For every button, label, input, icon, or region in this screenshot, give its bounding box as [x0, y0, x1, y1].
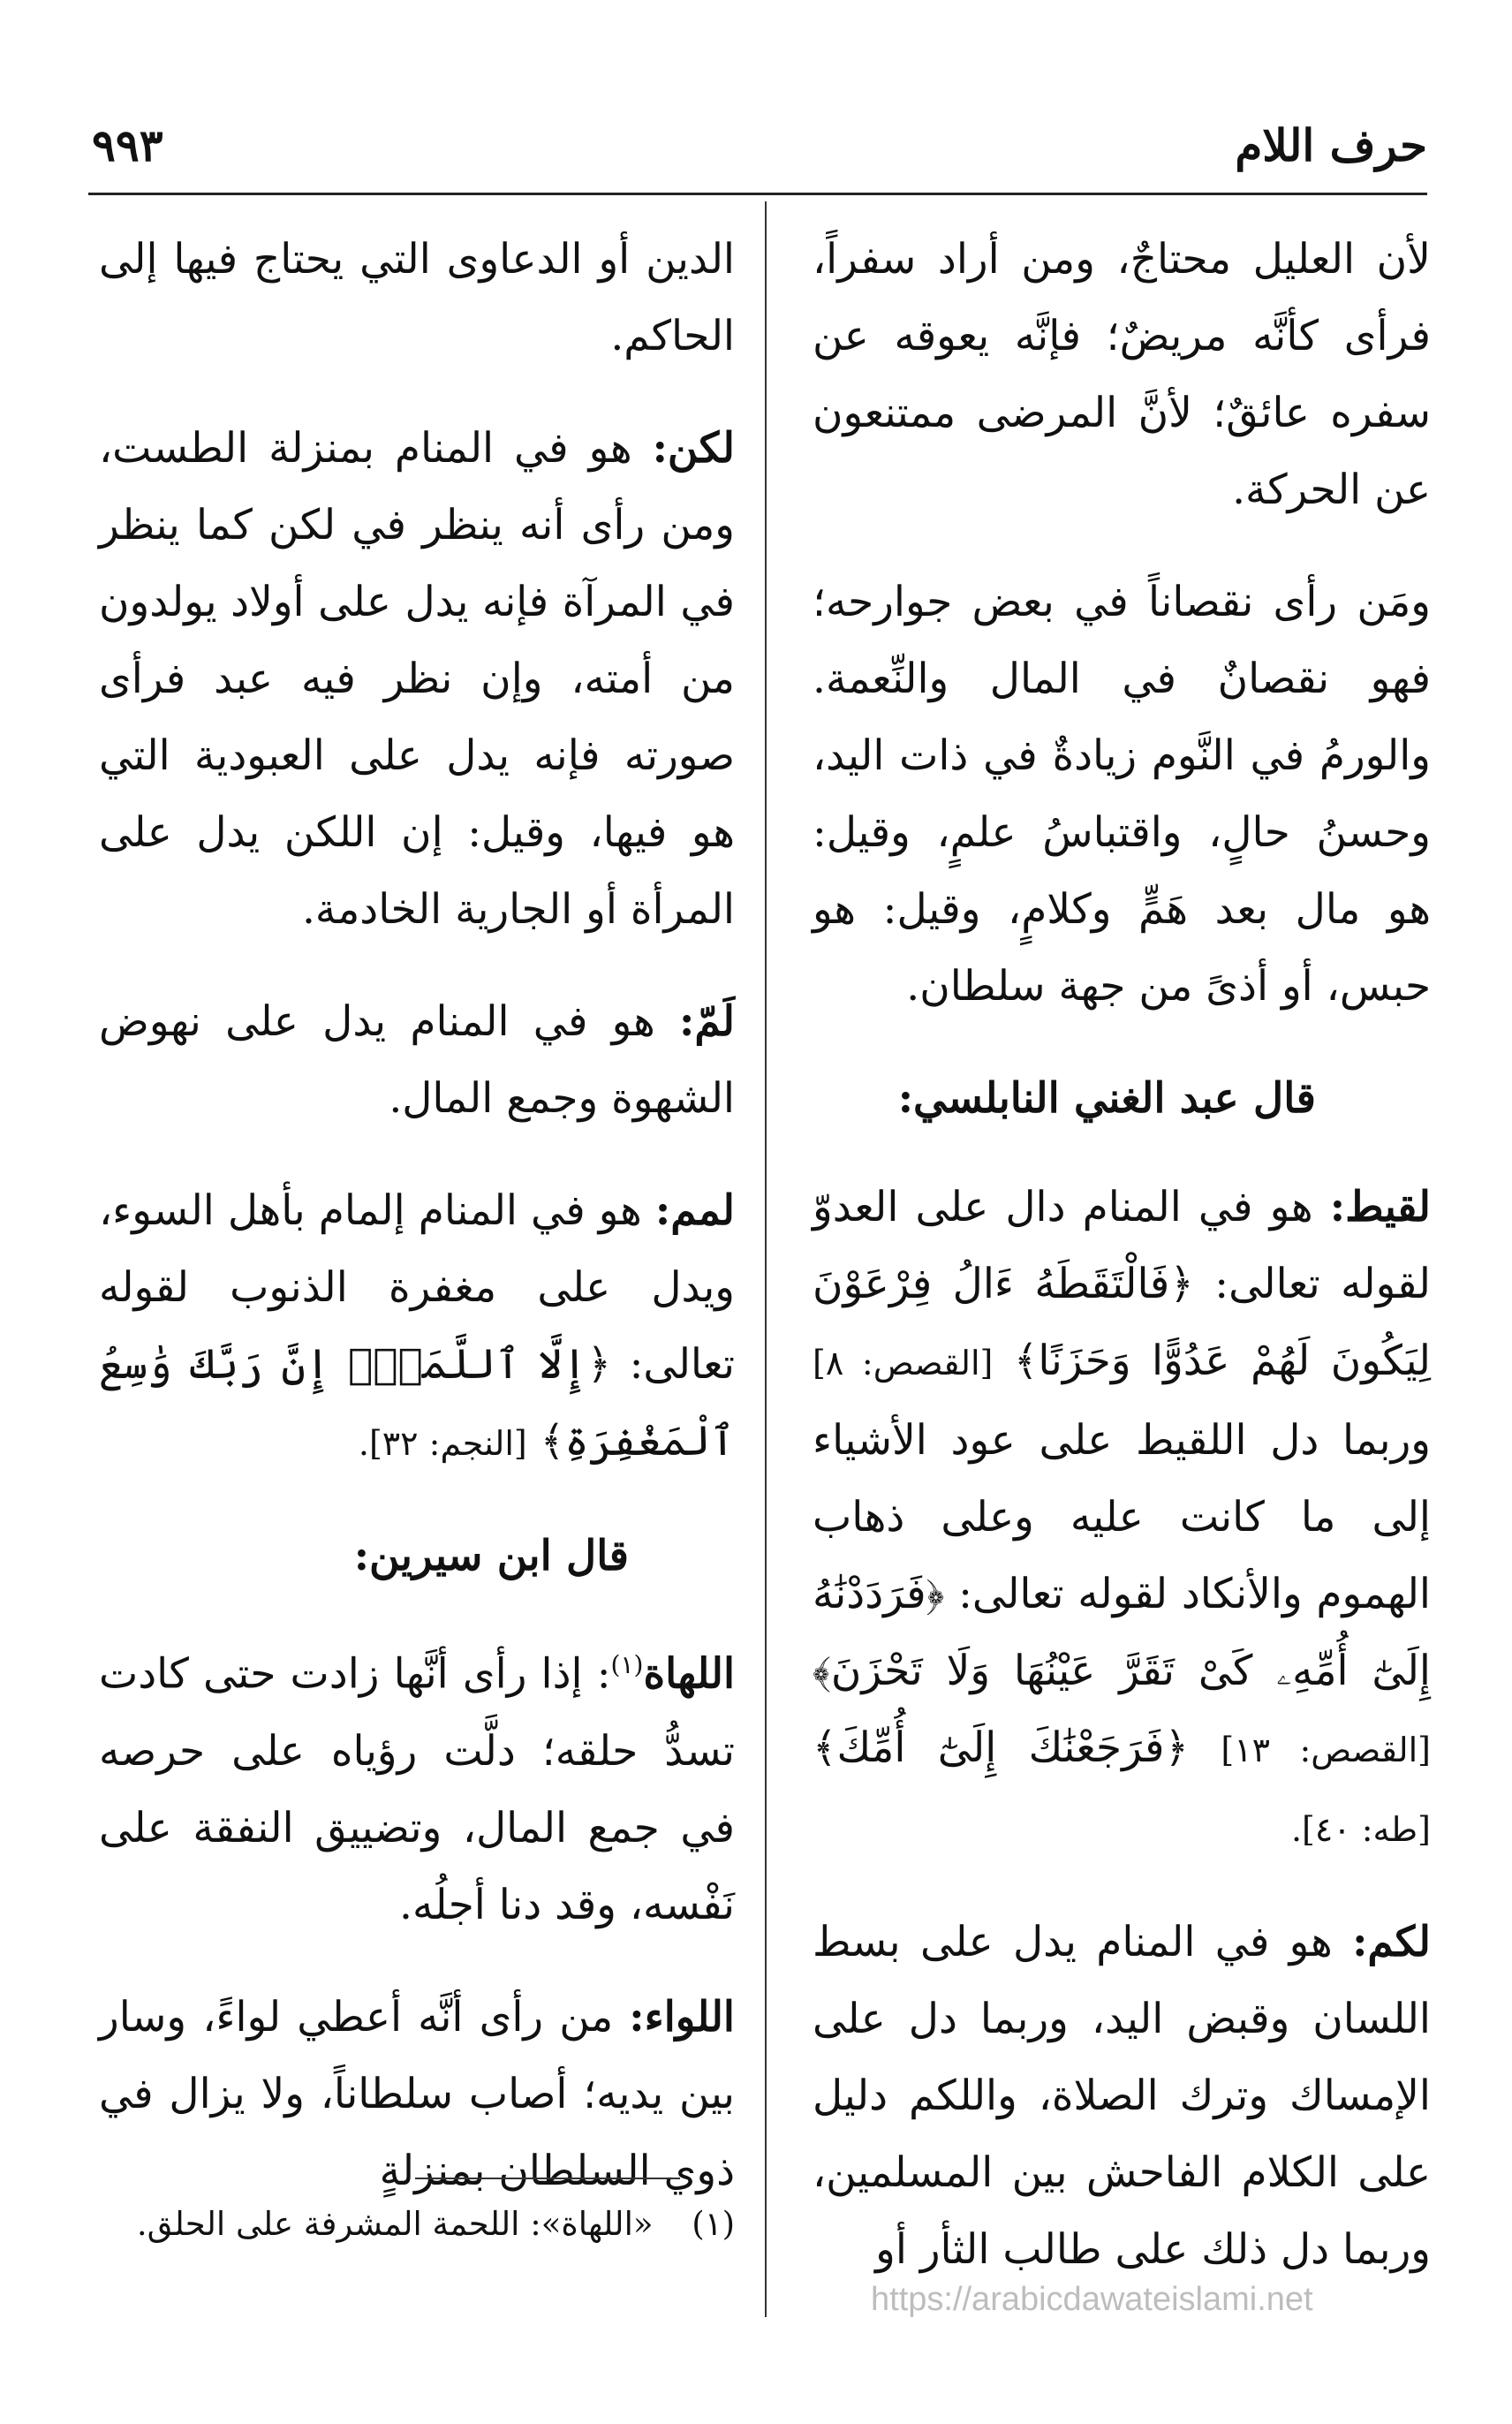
column-divider [765, 201, 767, 2317]
verse-citation: [القصص: ٨] [813, 1344, 994, 1382]
paragraph: الدين أو الدعاوى التي يحتاج فيها إلى الحاكم. [99, 235, 735, 360]
entry-text: من رأى أنَّه أعطي لواءً، وسار بين يديه؛ أصاب سلطاناً، ولا يزال في ذوي السلطان بمنزلةٍ [99, 1992, 735, 2195]
entry-head: لقيط: [1329, 1183, 1431, 1231]
entry-lakam [813, 1904, 1431, 2288]
entry-head: اللهاة [643, 1649, 735, 1699]
entry-lakan [99, 410, 735, 948]
footnote-text: «اللهاة»: اللحمة المشرفة على الحلق. [136, 2205, 654, 2243]
header-rule [88, 193, 1427, 195]
entry-text: وربما دل اللقيط على عود الأشياء إلى ما كانت عليه وعلى ذهاب الهموم والأنكاد لقوله تعالى: [813, 1416, 1431, 1618]
paragraph: ومَن رأى نقصاناً في بعض جوارحه؛ فهو نقصانٌ في المال والنِّعمة. والورمُ في النَّوم زيادةٌ في ذات اليد، وحسنُ حالٍ، واقتباسُ علمٍ، وقيل: هو مال بعد هَمٍّ وكلامٍ، وقيل: هو حبس، أو أذىً من جهة سلطان. [813, 578, 1431, 1011]
section-heading: قال عبد الغني النابلسي: [897, 1074, 1316, 1123]
entry-liwa [99, 1979, 735, 2209]
left-column [99, 221, 735, 2245]
verse-citation: [القصص: ١٣] [1221, 1731, 1431, 1769]
section-heading: قال ابن سيرين: [353, 1532, 629, 1580]
entry-text: هو في المنام يدل على بسط اللسان وقبض اليد، وربما دل على الإمساك وترك الصلاة، واللكم دليل على الكلام الفاحش بين المسلمين، وربما دل ذلك على طالب الثأر أو [813, 1918, 1431, 2274]
quran-verse: ﴿فَالْتَقَطَهُ ءَالُ فِرْعَوْنَ لِيَكُونَ لَهُمْ عَدُوًّا وَحَزَنًا﴾ [813, 1260, 1431, 1385]
entry-head: اللواء: [629, 1992, 735, 2041]
entry-head: لكم: [1352, 1918, 1431, 1966]
entry-head: لكن: [652, 424, 735, 473]
quran-verse: ﴿فَرَجَعْنَٰكَ إِلَىٰٓ أُمِّكَ﴾ [813, 1723, 1190, 1772]
entry-text: : إذا رأى أنَّها زادت حتى كادت تسدُّ حلقه؛ دلَّت رؤياه على حرصه في جمع المال، وتضييق النفقة على نَفْسه، وقد دنا أجلُه. [99, 1649, 735, 1929]
quran-verse: ﴿إِلَّا ٱللَّمَمَۚ إِنَّ رَبَّكَ وَٰسِعُ ٱلْمَغْفِرَةِ﴾ [99, 1340, 735, 1466]
entry-head: لمم: [654, 1186, 735, 1235]
footnote-number: (١) [692, 2205, 735, 2243]
right-column [813, 221, 1431, 2323]
entry-text: هو في المنام يدل على نهوض الشهوة وجمع المال. [99, 997, 735, 1123]
page-number: ٩٩٣ [92, 119, 163, 171]
entry-lamam [99, 1172, 735, 1482]
footnote-marker[interactable]: (١) [610, 1650, 644, 1679]
verse-citation: [طه: ٤٠]. [1290, 1810, 1431, 1849]
chapter-title: حرف اللام [1235, 119, 1427, 171]
entry-text: هو في المنام إلمام بأهل السوء، ويدل على مغفرة الذنوب لقوله تعالى: [99, 1186, 735, 1389]
paragraph: لأن العليل محتاجٌ، ومن أراد سفراً، فرأى كأنَّه مريضٌ؛ فإنَّه يعوقه عن سفره عائقٌ؛ لأنَّ المرضى ممتنعون عن الحركة. [813, 235, 1431, 514]
entry-text: هو في المنام بمنزلة الطست، ومن رأى أنه ينظر في لكن كما ينظر في المرآة فإنه يدل على أولاد يولدون من أمته، وإن نظر فيه عبد فرأى صورته فإنه يدل على العبودية التي هو فيها، وقيل: إن اللكن يدل على المرأة أو الجارية الخادمة. [99, 424, 735, 934]
entry-laqit [813, 1169, 1431, 1868]
footnote-rule [415, 2178, 680, 2179]
footnote [81, 2198, 735, 2251]
verse-citation: [النجم: ٣٢]. [358, 1424, 527, 1463]
entry-text: هو في المنام دال على العدوّ لقوله تعالى: [813, 1183, 1431, 1308]
watermark-url: https://arabicdawateislami.net [871, 2281, 1313, 2318]
quran-verse: ﴿فَرَدَدْنَٰهُ إِلَىٰٓ أُمِّهِۦ كَىْ تَقَرَّ عَيْنُهَا وَلَا تَحْزَنَ﴾ [813, 1570, 1431, 1695]
entry-lamm [99, 983, 735, 1137]
entry-lahat [99, 1626, 735, 1943]
entry-head: لَمّ: [679, 997, 735, 1046]
